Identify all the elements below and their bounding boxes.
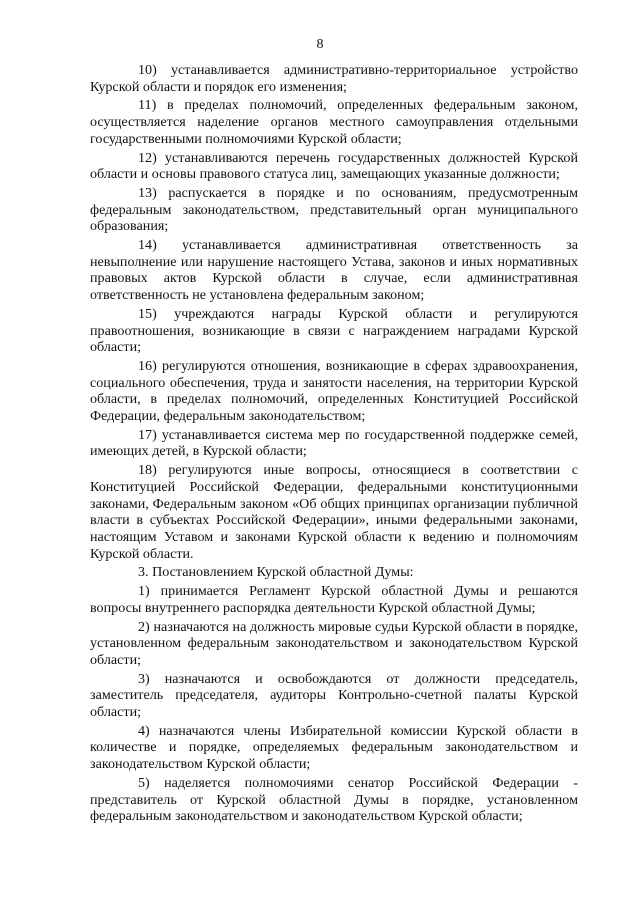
- list-item: 5) наделяется полномочиями сенатор Российской Федерации - представитель от Курской областной Думы в порядке, установленном федеральным законодательством и законодательством Курской области;: [90, 774, 578, 825]
- list-item: 11) в пределах полномочий, определенных федеральным законом, осуществляется наделение органов местного самоуправления отдельными государственными полномочиями Курской области;: [90, 97, 578, 147]
- list-item: 15) учреждаются награды Курской области и регулируются правоотношения, возникающие в связи с награждением наградами Курской области;: [90, 305, 578, 356]
- list-item: 14) устанавливается административная ответственность за невыполнение или нарушение настоящего Устава, законов и иных нормативных правовых актов Курской области в случае, если административная ответственность не установлена федеральным законом;: [90, 237, 578, 304]
- section-heading: 3. Постановлением Курской областной Думы:: [138, 564, 414, 581]
- list-item: 13) распускается в порядке и по основаниям, предусмотренным федеральным законодательством, представительный орган муниципального образования;: [90, 184, 578, 235]
- list-item: 17) устанавливается система мер по государственной поддержке семей, имеющих детей, в Курской области;: [90, 426, 578, 460]
- document-body: [90, 62, 578, 827]
- page-number: 8: [316, 37, 324, 52]
- list-item: 16) регулируются отношения, возникающие в сферах здравоохранения, социального обеспечения, труда и занятости населения, на территории Курской области, в пределах полномочий, определенных Конституцией Российской Федерации, федеральным законодательством;: [90, 357, 578, 425]
- list-item: 10) устанавливается административно-территориальное устройство Курской области и порядок его изменения;: [90, 62, 578, 95]
- list-item: 1) принимается Регламент Курской областной Думы и решаются вопросы внутреннего распорядка деятельности Курской областной Думы;: [90, 583, 578, 616]
- list-item: 18) регулируются иные вопросы, относящиеся в соответствии с Конституцией Российской Федерации, федеральными конституционными законами, Федеральным законом «Об общих принципах организации публичной власти в субъектах Российской Федерации», иными федеральными законами, настоящим Уставом и законами Курской области к ведению и полномочиям Курской области.: [90, 462, 578, 562]
- list-item: 4) назначаются члены Избирательной комиссии Курской области в количестве и порядке, определяемых федеральным законодательством и законодательством Курской области;: [90, 722, 578, 773]
- list-item: 12) устанавливаются перечень государственных должностей Курской области и основы правового статуса лиц, замещающих указанные должности;: [90, 149, 578, 183]
- list-item: 3) назначаются и освобождаются от должности председатель, заместитель председателя, аудиторы Контрольно-счетной палаты Курской области;: [90, 670, 578, 721]
- list-item: 2) назначаются на должность мировые судьи Курской области в порядке, установленном федеральным законодательством и законодательством Курской области;: [90, 618, 578, 668]
